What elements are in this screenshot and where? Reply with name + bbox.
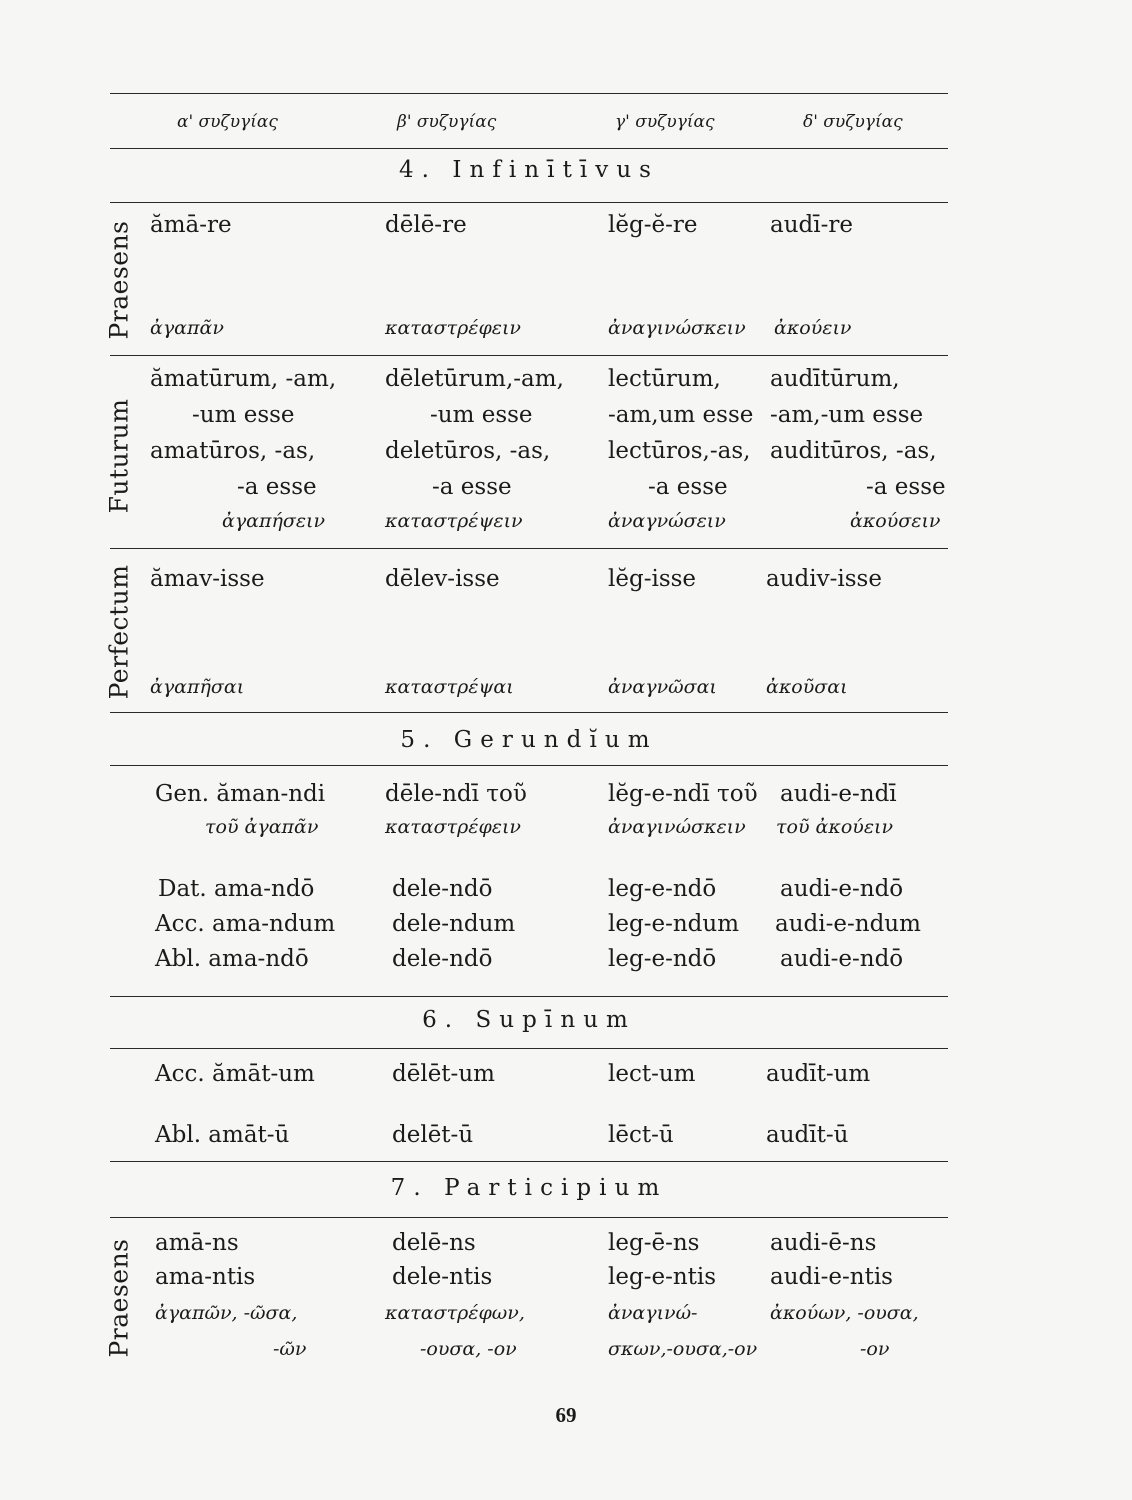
part-row1-1: amā-ns bbox=[155, 1230, 239, 1256]
part-row2-2: dele-ntis bbox=[392, 1264, 493, 1290]
part-row2-4: audi-e-ntis bbox=[770, 1264, 893, 1290]
part-row3-1: ἀγαπῶν, -ῶσα, bbox=[155, 1302, 298, 1324]
ger-gen-2: dēle-ndī τοῦ bbox=[385, 781, 527, 807]
part-row4-2: -ουσα, -ον bbox=[420, 1338, 517, 1360]
ger-gen-3: lĕg-e-ndī τοῦ bbox=[608, 781, 758, 807]
ger-dat-2: dele-ndō bbox=[392, 876, 493, 902]
part-row1-2: delē-ns bbox=[392, 1230, 476, 1256]
column-header-3: γ' συζυγίας bbox=[615, 112, 715, 132]
ger-acc-3: leg-e-ndum bbox=[608, 911, 740, 937]
part-row4-4: -ον bbox=[860, 1338, 890, 1360]
ger-gen-greek-2: καταστρέφειν bbox=[385, 816, 521, 838]
perf-latin-4: audiv-isse bbox=[766, 566, 882, 592]
inf-praesens-latin-3: lĕg-ĕ-re bbox=[608, 212, 698, 238]
fut-row1-4: audītūrum, bbox=[770, 366, 900, 392]
fut-row4-4: -a esse bbox=[866, 474, 946, 500]
page-number: 69 bbox=[555, 1403, 577, 1427]
section-title-supinum: 6. Supīnum bbox=[422, 1007, 636, 1033]
fut-row1-3: lectūrum, bbox=[608, 366, 721, 392]
row-label-perfectum: Perfectum bbox=[104, 564, 134, 700]
sup-acc-3: lect-um bbox=[608, 1061, 696, 1087]
rule-infinitivus-bottom bbox=[110, 202, 948, 203]
rule-supinum-bottom bbox=[110, 1048, 948, 1049]
sup-abl-4: audīt-ū bbox=[766, 1122, 849, 1148]
ger-acc-1: Acc. ama-ndum bbox=[155, 911, 336, 937]
part-row3-4: ἀκούων, -ουσα, bbox=[770, 1302, 919, 1324]
column-header-2: β' συζυγίας bbox=[397, 112, 497, 132]
ger-abl-3: leg-e-ndō bbox=[608, 946, 717, 972]
ger-abl-2: dele-ndō bbox=[392, 946, 493, 972]
rule-participium-bottom bbox=[110, 1217, 948, 1218]
fut-row3-4: auditūros, -as, bbox=[770, 438, 937, 464]
part-row1-4: audi-ē-ns bbox=[770, 1230, 877, 1256]
part-row4-1: -ῶν bbox=[273, 1338, 307, 1360]
inf-praesens-latin-1: ămā-re bbox=[150, 212, 232, 238]
fut-greek-1: ἀγαπήσειν bbox=[222, 510, 326, 532]
column-header-4: δ' συζυγίας bbox=[803, 112, 903, 132]
rule-gerund-table-bottom bbox=[110, 996, 948, 997]
perf-latin-3: lĕg-isse bbox=[608, 566, 697, 592]
fut-greek-2: καταστρέψειν bbox=[385, 510, 523, 532]
ger-abl-1: Abl. ama-ndō bbox=[155, 946, 309, 972]
ger-gen-1: Gen. ăman-ndi bbox=[155, 781, 326, 807]
column-header-1: α' συζυγίας bbox=[177, 112, 278, 132]
fut-row3-2: deletūros, -as, bbox=[385, 438, 551, 464]
fut-row2-1: -um esse bbox=[192, 402, 295, 428]
fut-row1-2: dēletūrum,-am, bbox=[385, 366, 564, 392]
perf-greek-1: ἀγαπῆσαι bbox=[150, 676, 245, 698]
part-row2-1: ama-ntis bbox=[155, 1264, 256, 1290]
sup-acc-2: dēlēt-um bbox=[392, 1061, 495, 1087]
part-row2-3: leg-e-ntis bbox=[608, 1264, 717, 1290]
rule-top bbox=[110, 93, 948, 94]
rule-gerundium-bottom bbox=[110, 765, 948, 766]
fut-row1-1: ămatūrum, -am, bbox=[150, 366, 337, 392]
rule-header-bottom bbox=[110, 148, 948, 149]
ger-dat-3: leg-e-ndō bbox=[608, 876, 717, 902]
part-row3-2: καταστρέφων, bbox=[385, 1302, 525, 1324]
ger-gen-greek-1: τοῦ ἀγαπᾶν bbox=[205, 816, 319, 838]
sup-acc-1: Acc. ămāt-um bbox=[155, 1061, 315, 1087]
fut-row4-2: -a esse bbox=[432, 474, 512, 500]
perf-greek-4: ἀκοῦσαι bbox=[766, 676, 848, 698]
perf-latin-2: dēlev-isse bbox=[385, 566, 500, 592]
fut-row3-3: lectūros,-as, bbox=[608, 438, 751, 464]
fut-row2-3: -am,um esse bbox=[608, 402, 754, 428]
inf-praesens-latin-2: dēlē-re bbox=[385, 212, 467, 238]
ger-gen-4: audi-e-ndī bbox=[780, 781, 897, 807]
sup-acc-4: audīt-um bbox=[766, 1061, 871, 1087]
part-row1-3: leg-ē-ns bbox=[608, 1230, 700, 1256]
inf-praesens-greek-3: ἀναγινώσκειν bbox=[608, 317, 746, 339]
fut-row2-4: -am,-um esse bbox=[770, 402, 924, 428]
fut-row3-1: amatūros, -as, bbox=[150, 438, 316, 464]
perf-latin-1: ămav-isse bbox=[150, 566, 265, 592]
fut-greek-3: ἀναγνώσειν bbox=[608, 510, 726, 532]
sup-abl-2: delēt-ū bbox=[392, 1122, 474, 1148]
ger-abl-4: audi-e-ndō bbox=[780, 946, 904, 972]
section-title-infinitivus: 4. Infinītīvus bbox=[398, 157, 660, 183]
sup-abl-1: Abl. amāt-ū bbox=[155, 1122, 290, 1148]
fut-row4-3: -a esse bbox=[648, 474, 728, 500]
inf-praesens-greek-4: ἀκούειν bbox=[774, 317, 852, 339]
perf-greek-3: ἀναγνῶσαι bbox=[608, 676, 717, 698]
fut-row4-1: -a esse bbox=[237, 474, 317, 500]
ger-gen-greek-3: ἀναγινώσκειν bbox=[608, 816, 746, 838]
sup-abl-3: lēct-ū bbox=[608, 1122, 674, 1148]
ger-gen-greek-4: τοῦ ἀκούειν bbox=[776, 816, 894, 838]
rule-praesens-bottom bbox=[110, 355, 948, 356]
ger-dat-4: audi-e-ndō bbox=[780, 876, 904, 902]
rule-supinum-table-bottom bbox=[110, 1161, 948, 1162]
rule-perfectum-bottom bbox=[110, 712, 948, 713]
inf-praesens-latin-4: audī-re bbox=[770, 212, 853, 238]
ger-acc-4: audi-e-ndum bbox=[775, 911, 921, 937]
inf-praesens-greek-2: καταστρέφειν bbox=[385, 317, 521, 339]
section-title-participium: 7. Participium bbox=[390, 1175, 668, 1201]
fut-greek-4: ἀκούσειν bbox=[850, 510, 941, 532]
ger-dat-1: Dat. ama-ndō bbox=[158, 876, 315, 902]
row-label-futurum: Futurum bbox=[104, 398, 134, 514]
row-label-inf-praesens: Praesens bbox=[104, 220, 134, 340]
part-row3-3: ἀναγινώ- bbox=[608, 1302, 698, 1324]
part-row4-3: σκων,-ουσα,-ον bbox=[608, 1338, 758, 1360]
fut-row2-2: -um esse bbox=[430, 402, 533, 428]
perf-greek-2: καταστρέψαι bbox=[385, 676, 514, 698]
ger-acc-2: dele-ndum bbox=[392, 911, 516, 937]
section-title-gerundium: 5. Gerundĭum bbox=[400, 727, 658, 753]
inf-praesens-greek-1: ἀγαπᾶν bbox=[150, 317, 224, 339]
row-label-part-praesens: Praesens bbox=[104, 1238, 134, 1358]
rule-futurum-bottom bbox=[110, 548, 948, 549]
